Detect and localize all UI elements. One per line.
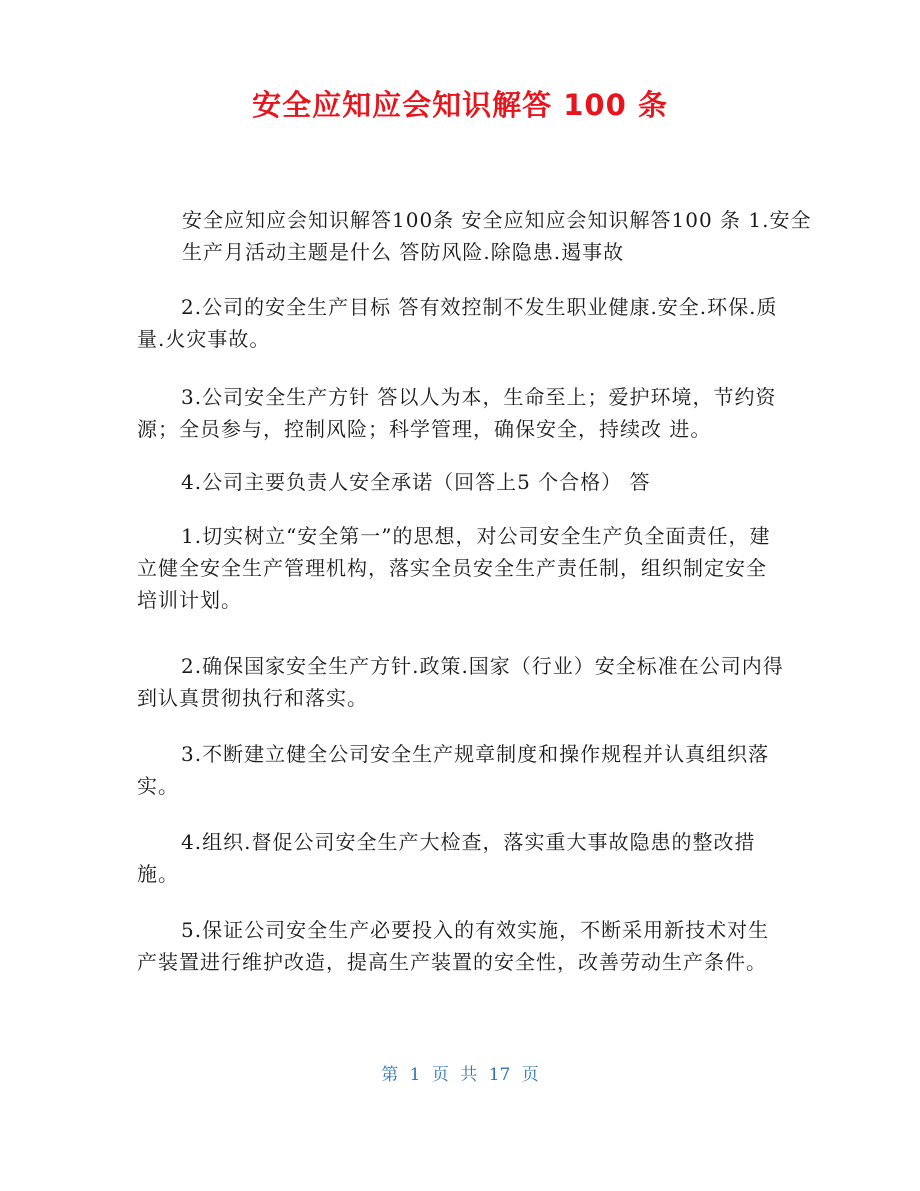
paragraph-commitment-2: 2.确保国家安全生产方针.政策.国家（行业）安全标准在公司内得到认真贯彻执行和落实。 (137, 654, 784, 710)
paragraph-item-4: 4.公司主要负责人安全承诺（回答上5 个合格） 答 (181, 470, 651, 494)
paragraph-commitment-1: 1.切实树立“安全第一”的思想，对公司安全生产负全面责任，建立健全安全生产管理机构，落实全员安全生产责任制，组织制定安全培训计划。 (137, 524, 771, 612)
paragraph-intro: 安全应知应会知识解答100条 安全应知应会知识解答100 条 1.安全生产月活动主题是什么 答防风险.除隐患.遏事故 (182, 208, 812, 264)
paragraph-commitment-3: 3.不断建立健全公司安全生产规章制度和操作规程并认真组织落实。 (137, 742, 770, 798)
paragraph-commitment-4: 4.组织.督促公司安全生产大检查，落实重大事故隐患的整改措施。 (137, 830, 756, 886)
paragraph-commitment-5: 5.保证公司安全生产必要投入的有效实施，不断采用新技术对生产装置进行维护改造，提高生产装置的安全性，改善劳动生产条件。 (137, 918, 770, 974)
document-title: 安全应知应会知识解答 100 条 (252, 88, 668, 122)
paragraph-item-2: 2.公司的安全生产目标 答有效控制不发生职业健康.安全.环保.质量.火灾事故。 (137, 295, 778, 351)
paragraph-item-3: 3.公司安全生产方针 答以人为本，生命至上；爱护环境，节约资源；全员参与，控制风险；科学管理，确保安全，持续改 进。 (137, 385, 777, 441)
page-number-footer: 第 1 页 共 17 页 (381, 1065, 539, 1085)
